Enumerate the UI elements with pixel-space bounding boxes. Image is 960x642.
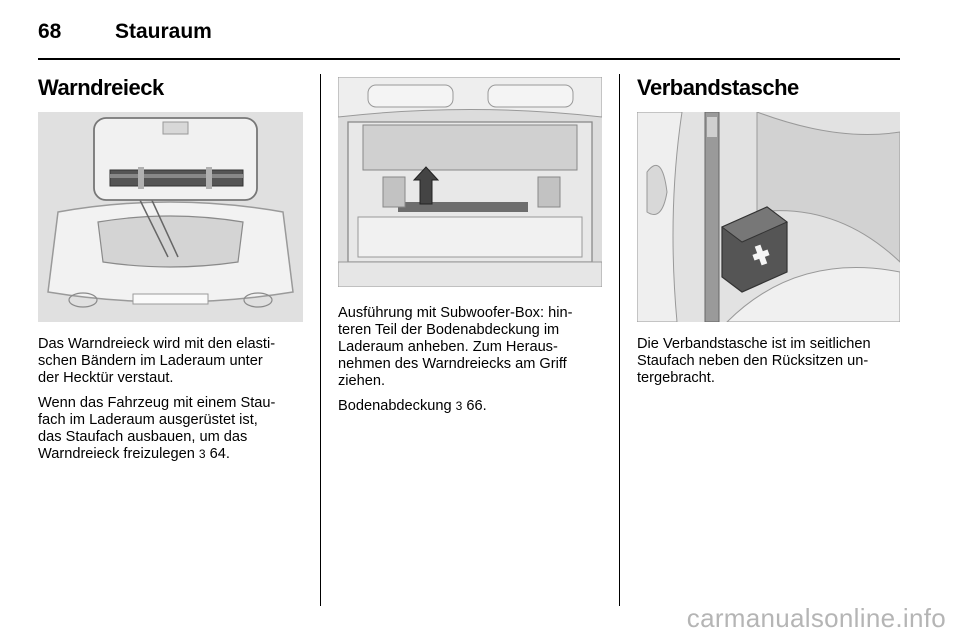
- page-ref-icon: 3: [198, 447, 206, 461]
- paragraph-bodenabdeckung: Bodenabdeckung 3 66.: [338, 398, 487, 414]
- column-warndreieck: [38, 70, 164, 106]
- heading-verbandstasche: Verbandstasche: [637, 75, 799, 100]
- column-divider-1: [320, 74, 321, 606]
- page-ref-link[interactable]: 66.: [466, 398, 487, 414]
- page-header: [38, 18, 900, 58]
- header-rule: [38, 58, 900, 60]
- page-number: 68: [38, 20, 62, 43]
- paragraph-verbandstasche: Die Verbandstasche ist im seitlichen Staufach neben den Rücksitzen un- tergebracht.: [637, 336, 871, 386]
- column-divider-2: [619, 74, 620, 606]
- chapter-title: Stauraum: [115, 20, 212, 43]
- paragraph-warndreieck-2: Wenn das Fahrzeug mit einem Stau- fach im Laderaum ausgerüstet ist, das Staufach ausbauen, um das Warndreieck freizulegen 3 64.: [38, 395, 276, 462]
- page-ref-icon: 3: [455, 399, 463, 413]
- column-verbandstasche: [637, 70, 799, 106]
- illustration-subwoofer-box: [338, 77, 602, 287]
- page-ref-link[interactable]: 64.: [209, 446, 230, 462]
- illustration-first-aid-kit: [637, 112, 900, 322]
- illustration-warning-triangle: [38, 112, 303, 322]
- heading-warndreieck: Warndreieck: [38, 75, 164, 100]
- paragraph-warndreieck-1: Das Warndreieck wird mit den elasti- schen Bändern im Laderaum unter der Hecktür verstaut.: [38, 336, 276, 386]
- paragraph-subwoofer: Ausführung mit Subwoofer-Box: hin- teren Teil der Bodenabdeckung im Laderaum anheben. Zum Heraus- nehmen des Warndreiecks am Griff ziehen.: [338, 305, 573, 389]
- watermark: carmanualsonline.info: [686, 603, 946, 633]
